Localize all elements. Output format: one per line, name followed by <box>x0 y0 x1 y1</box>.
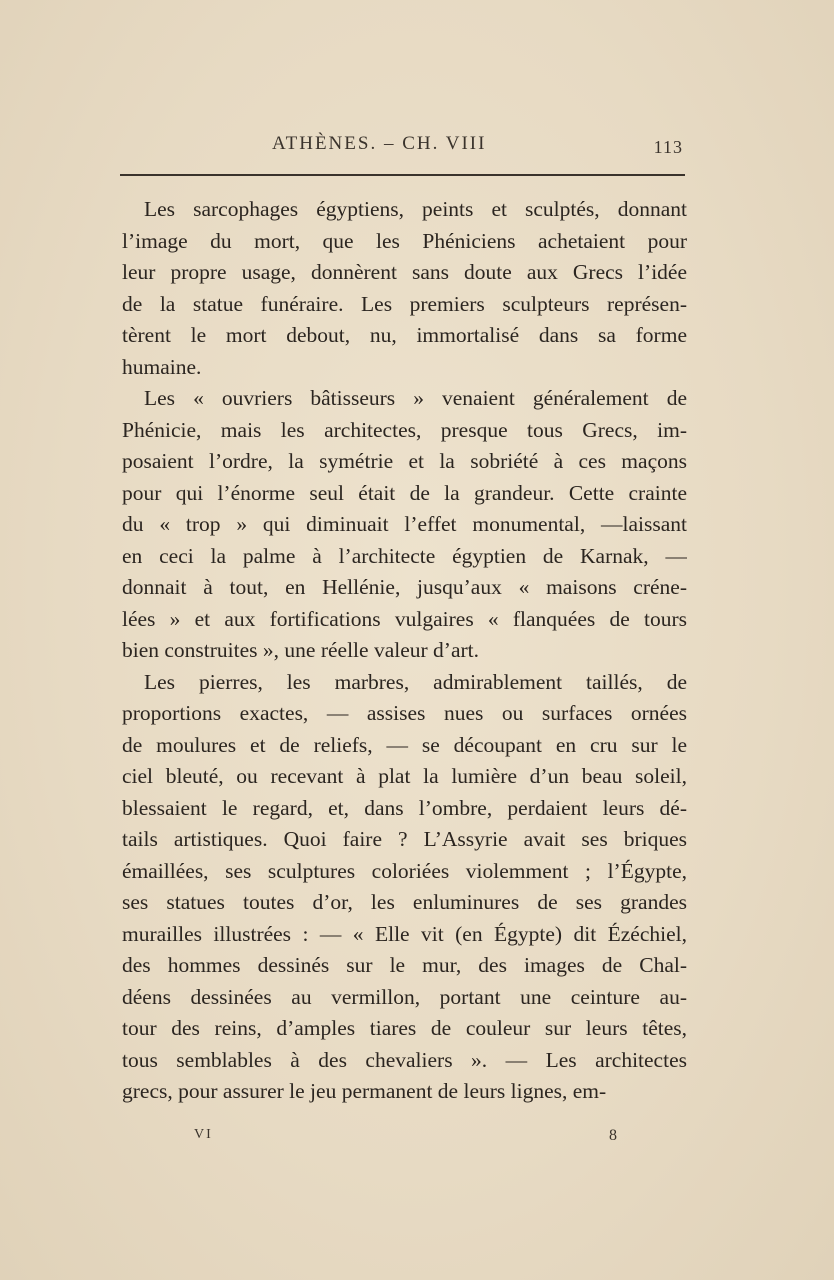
text-line: lées » et aux fortifications vulgaires « flanquées de tours <box>122 606 687 631</box>
text-line: posaient l’ordre, la symétrie et la sobriété à ces maçons <box>122 449 687 473</box>
text-line: du « trop » qui diminuait l’effet monumental, —laissant <box>122 512 687 536</box>
text-line: ses statues toutes d’or, les enluminures de ses grandes <box>122 890 687 914</box>
text-line: déens dessinées au vermillon, portant une ceinture au- <box>122 984 687 1009</box>
text-line: grecs, pour assurer le jeu permanent de leurs lignes, em- <box>122 1079 607 1103</box>
text-line: tour des reins, d’amples tiares de couleur sur leurs têtes, <box>122 1016 687 1040</box>
text-line: leur propre usage, donnèrent sans doute aux Grecs l’idée <box>122 260 687 284</box>
text-line: de la statue funéraire. Les premiers sculpteurs représen- <box>122 291 687 316</box>
text-line: murailles illustrées : — « Elle vit (en Égypte) dit Ézéchiel, <box>122 921 687 946</box>
text-line: émaillées, ses sculptures coloriées violemment ; l’Égypte, <box>122 858 687 883</box>
body-text <box>122 194 687 1108</box>
text-line: Les sarcophages égyptiens, peints et sculptés, donnant <box>144 197 687 221</box>
text-line: tous semblables à des chevaliers ». — Les architectes <box>122 1047 687 1072</box>
paragraph <box>122 383 687 667</box>
text-line: proportions exactes, — assises nues ou surfaces ornées <box>122 701 687 725</box>
text-line: tails artistiques. Quoi faire ? L’Assyrie avait ses briques <box>122 827 687 851</box>
text-line: en ceci la palme à l’architecte égyptien de Karnak, — <box>122 543 687 568</box>
text-line: pour qui l’énorme seul était de la grandeur. Cette crainte <box>122 480 687 505</box>
text-line: des hommes dessinés sur le mur, des images de Chal- <box>122 953 687 977</box>
text-line: donnait à tout, en Hellénie, jusqu’aux « maisons créne- <box>122 575 687 599</box>
page-header <box>120 133 685 163</box>
text-line: Les pierres, les marbres, admirablement taillés, de <box>144 669 687 694</box>
text-line: blessaient le regard, et, dans l’ombre, perdaient leurs dé- <box>122 795 687 820</box>
text-line: Phénicie, mais les architectes, presque tous Grecs, im- <box>122 417 687 442</box>
text-line: tèrent le mort debout, nu, immortalisé dans sa forme <box>122 323 687 347</box>
signature-mark: VI <box>194 1127 213 1142</box>
running-title: ATHÈNES. – CH. VIII <box>272 133 487 154</box>
text-line: l’image du mort, que les Phéniciens achetaient pour <box>122 228 687 253</box>
paragraph <box>122 667 687 1108</box>
text-line: Les « ouvriers bâtisseurs » venaient généralement de <box>144 386 687 410</box>
text-line: humaine. <box>122 354 202 379</box>
paragraph <box>122 194 687 383</box>
text-line: ciel bleuté, ou recevant à plat la lumière d’un beau soleil, <box>122 764 687 788</box>
header-rule <box>120 174 685 176</box>
page-number: 113 <box>653 137 683 157</box>
text-line: de moulures et de reliefs, — se découpant en cru sur le <box>122 732 687 757</box>
text-line: bien construites », une réelle valeur d’art. <box>122 638 479 662</box>
gathering-number: 8 <box>609 1127 617 1144</box>
page-footer <box>122 1127 687 1153</box>
